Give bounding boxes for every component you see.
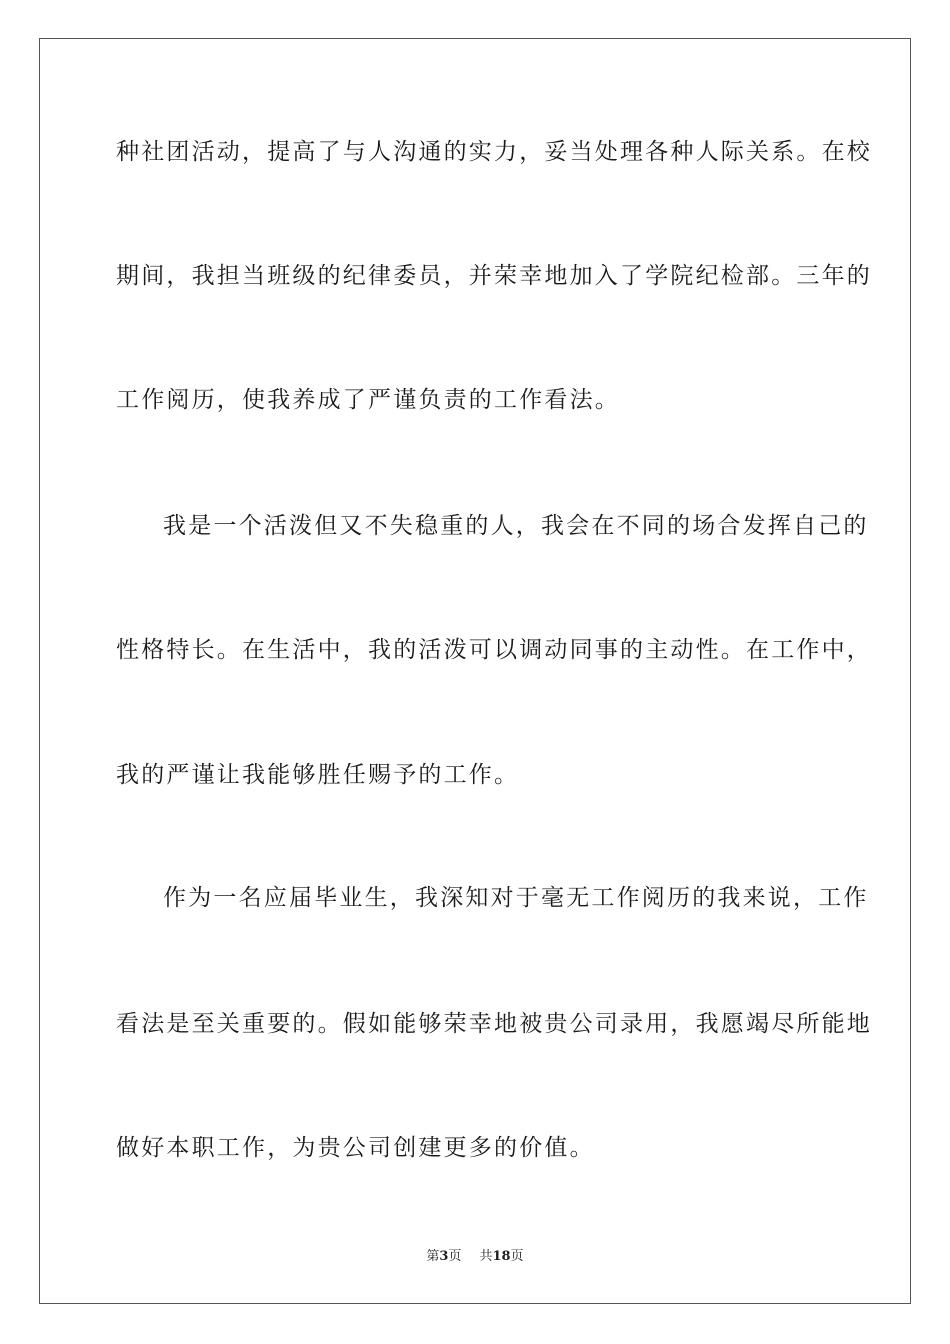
page-current: 3 [439,1249,449,1264]
paragraph-first-line: 我是一个活泼但又不失稳重的人，我会在不同的场合发挥自己的 [163,513,869,539]
text-line: 工作阅历，使我养成了严谨负责的工作看法。 [116,387,620,413]
page-prefix: 第 [426,1249,440,1264]
text-line: 做好本职工作，为贵公司创建更多的价值。 [116,1135,595,1161]
page-total: 18 [492,1249,511,1264]
paragraph-first-line: 作为一名应届毕业生，我深知对于毫无工作阅历的我来说，工作 [163,885,869,911]
text-line: 我的严谨让我能够胜任赐予的工作。 [116,762,520,788]
total-suffix: 页 [510,1249,524,1264]
text-line: 看法是至关重要的。假如能够荣幸地被贵公司录用，我愿竭尽所能地 [116,1011,872,1037]
text-line: 种社团活动，提高了与人沟通的实力，妥当处理各种人际关系。在校 [116,139,872,165]
text-line: 期间，我担当班级的纪律委员，并荣幸地加入了学院纪检部。三年的 [116,263,872,289]
text-line: 性格特长。在生活中，我的活泼可以调动同事的主动性。在工作中， [116,637,872,663]
page-footer [0,1248,950,1266]
total-prefix: 共 [479,1249,493,1264]
page-border [39,38,911,1304]
page-suffix: 页 [448,1249,462,1264]
